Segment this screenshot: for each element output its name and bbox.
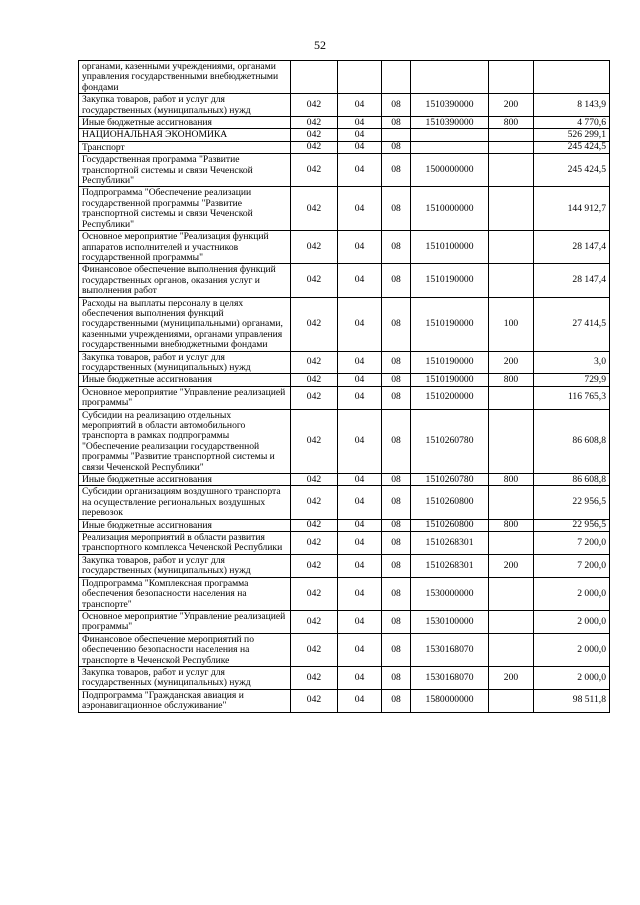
budget-table-body (79, 61, 610, 713)
row-target-article: 1510268301 (411, 554, 489, 577)
row-name: Иные бюджетные ассигнования (79, 374, 291, 386)
row-ved-code: 042 (291, 554, 338, 577)
row-name: Закупка товаров, работ и услуг для государственных (муниципальных) нужд (79, 351, 291, 374)
row-ved-code: 042 (291, 409, 338, 473)
row-ved-code: 042 (291, 577, 338, 610)
table-row (79, 94, 610, 117)
row-expense-type (489, 577, 534, 610)
row-section-code: 04 (338, 351, 382, 374)
row-target-article (411, 61, 489, 94)
row-section-code: 04 (338, 633, 382, 666)
row-name: НАЦИОНАЛЬНАЯ ЭКОНОМИКА (79, 129, 291, 141)
row-name: Расходы на выплаты персоналу в целях обеспечения выполнения функций государственными (муниципальными) органами, казенными учреждениями, органами управления государственными внебюджетными фондами (79, 297, 291, 351)
row-subsection-code: 08 (382, 666, 411, 689)
row-subsection-code: 08 (382, 386, 411, 409)
row-subsection-code: 08 (382, 474, 411, 486)
row-expense-type (489, 141, 534, 153)
row-target-article (411, 141, 489, 153)
row-ved-code: 042 (291, 154, 338, 187)
row-subsection-code: 08 (382, 94, 411, 117)
row-subsection-code: 08 (382, 633, 411, 666)
row-section-code: 04 (338, 486, 382, 519)
row-amount (534, 61, 610, 94)
row-section-code: 04 (338, 374, 382, 386)
table-row (79, 154, 610, 187)
row-ved-code: 042 (291, 351, 338, 374)
row-name: Подпрограмма "Гражданская авиация и аэронавигационное обслуживание" (79, 689, 291, 712)
row-section-code: 04 (338, 297, 382, 351)
row-amount: 526 299,1 (534, 129, 610, 141)
row-section-code: 04 (338, 141, 382, 153)
row-ved-code: 042 (291, 610, 338, 633)
row-name: Закупка товаров, работ и услуг для государственных (муниципальных) нужд (79, 666, 291, 689)
row-section-code: 04 (338, 666, 382, 689)
row-ved-code: 042 (291, 633, 338, 666)
row-section-code: 04 (338, 610, 382, 633)
row-expense-type: 800 (489, 519, 534, 531)
row-subsection-code (382, 61, 411, 94)
row-expense-type (489, 386, 534, 409)
row-target-article: 1510390000 (411, 117, 489, 129)
row-ved-code: 042 (291, 474, 338, 486)
row-expense-type: 200 (489, 666, 534, 689)
table-row (79, 297, 610, 351)
row-ved-code: 042 (291, 129, 338, 141)
row-expense-type: 200 (489, 351, 534, 374)
row-target-article: 1510268301 (411, 532, 489, 555)
row-section-code: 04 (338, 94, 382, 117)
row-target-article: 1510190000 (411, 374, 489, 386)
row-target-article: 1510260780 (411, 409, 489, 473)
row-ved-code: 042 (291, 689, 338, 712)
row-amount: 28 147,4 (534, 264, 610, 297)
row-ved-code: 042 (291, 187, 338, 231)
row-expense-type (489, 61, 534, 94)
row-section-code: 04 (338, 474, 382, 486)
row-name: Основное мероприятие "Управление реализацией программы" (79, 610, 291, 633)
row-section-code: 04 (338, 409, 382, 473)
page-number: 52 (314, 38, 326, 52)
row-expense-type: 100 (489, 297, 534, 351)
row-amount: 22 956,5 (534, 486, 610, 519)
table-row (79, 474, 610, 486)
row-name: Реализация мероприятий в области развития транспортного комплекса Чеченской Республики (79, 532, 291, 555)
row-section-code: 04 (338, 689, 382, 712)
row-amount: 3,0 (534, 351, 610, 374)
row-expense-type: 800 (489, 374, 534, 386)
row-target-article: 1510390000 (411, 94, 489, 117)
row-section-code: 04 (338, 154, 382, 187)
row-expense-type (489, 154, 534, 187)
row-expense-type (489, 409, 534, 473)
row-amount: 4 770,6 (534, 117, 610, 129)
table-row (79, 129, 610, 141)
row-name: Подпрограмма "Обеспечение реализации государственной программы "Развитие транспортной системы и связи Чеченской Республики" (79, 187, 291, 231)
row-amount: 2 000,0 (534, 633, 610, 666)
row-target-article: 1510200000 (411, 386, 489, 409)
row-amount: 27 414,5 (534, 297, 610, 351)
row-section-code: 04 (338, 386, 382, 409)
row-section-code: 04 (338, 519, 382, 531)
row-ved-code: 042 (291, 532, 338, 555)
row-section-code: 04 (338, 231, 382, 264)
row-subsection-code: 08 (382, 231, 411, 264)
row-expense-type (489, 689, 534, 712)
table-row (79, 141, 610, 153)
row-subsection-code: 08 (382, 486, 411, 519)
row-ved-code: 042 (291, 94, 338, 117)
row-target-article: 1530000000 (411, 577, 489, 610)
row-subsection-code: 08 (382, 264, 411, 297)
row-target-article: 1510100000 (411, 231, 489, 264)
table-row (79, 409, 610, 473)
row-section-code: 04 (338, 554, 382, 577)
row-ved-code: 042 (291, 264, 338, 297)
row-subsection-code: 08 (382, 519, 411, 531)
row-amount: 116 765,3 (534, 386, 610, 409)
row-name: Финансовое обеспечение мероприятий по обеспечению безопасности населения на транспорте в Чеченской Республике (79, 633, 291, 666)
row-amount: 729,9 (534, 374, 610, 386)
row-target-article: 1510190000 (411, 264, 489, 297)
table-row (79, 519, 610, 531)
row-subsection-code: 08 (382, 689, 411, 712)
row-subsection-code: 08 (382, 554, 411, 577)
row-section-code: 04 (338, 187, 382, 231)
row-subsection-code: 08 (382, 409, 411, 473)
row-name: Закупка товаров, работ и услуг для государственных (муниципальных) нужд (79, 94, 291, 117)
row-name: Подпрограмма "Комплексная программа обеспечения безопасности населения на транспорте" (79, 577, 291, 610)
row-amount: 7 200,0 (534, 554, 610, 577)
table-row (79, 61, 610, 94)
row-expense-type (489, 610, 534, 633)
row-target-article (411, 129, 489, 141)
row-name: Основное мероприятие "Управление реализацией программы" (79, 386, 291, 409)
row-amount: 86 608,8 (534, 409, 610, 473)
row-subsection-code: 08 (382, 374, 411, 386)
row-expense-type (489, 633, 534, 666)
row-ved-code: 042 (291, 141, 338, 153)
row-amount: 245 424,5 (534, 141, 610, 153)
row-name: Иные бюджетные ассигнования (79, 474, 291, 486)
row-expense-type (489, 264, 534, 297)
row-target-article: 1510190000 (411, 297, 489, 351)
row-target-article: 1510190000 (411, 351, 489, 374)
row-target-article: 1510000000 (411, 187, 489, 231)
row-target-article: 1530168070 (411, 633, 489, 666)
row-name: Финансовое обеспечение выполнения функций государственных органов, оказания услуг и выполнения работ (79, 264, 291, 297)
row-expense-type (489, 231, 534, 264)
row-target-article: 1510260800 (411, 486, 489, 519)
row-name: Субсидии на реализацию отдельных мероприятий в области автомобильного транспорта в рамках подпрограммы "Обеспечение реализации государственной программы "Развитие транспортной системы и связи Чеченской Республики" (79, 409, 291, 473)
row-amount: 2 000,0 (534, 577, 610, 610)
row-amount: 2 000,0 (534, 610, 610, 633)
row-expense-type (489, 187, 534, 231)
row-name: Субсидии организациям воздушного транспорта на осуществление региональных воздушных перевозок (79, 486, 291, 519)
row-section-code: 04 (338, 264, 382, 297)
row-ved-code: 042 (291, 486, 338, 519)
row-section-code: 04 (338, 129, 382, 141)
row-ved-code: 042 (291, 374, 338, 386)
row-subsection-code: 08 (382, 141, 411, 153)
table-row (79, 610, 610, 633)
row-amount: 8 143,9 (534, 94, 610, 117)
row-ved-code: 042 (291, 519, 338, 531)
row-expense-type: 800 (489, 117, 534, 129)
row-name: Иные бюджетные ассигнования (79, 117, 291, 129)
row-subsection-code: 08 (382, 117, 411, 129)
row-target-article: 1580000000 (411, 689, 489, 712)
table-row (79, 666, 610, 689)
budget-table (78, 60, 610, 713)
row-section-code: 04 (338, 117, 382, 129)
row-section-code: 04 (338, 532, 382, 555)
row-amount: 2 000,0 (534, 666, 610, 689)
row-subsection-code: 08 (382, 577, 411, 610)
row-amount: 7 200,0 (534, 532, 610, 555)
row-expense-type: 800 (489, 474, 534, 486)
row-expense-type (489, 129, 534, 141)
table-row (79, 486, 610, 519)
row-expense-type: 200 (489, 94, 534, 117)
row-subsection-code: 08 (382, 532, 411, 555)
row-name: Закупка товаров, работ и услуг для государственных (муниципальных) нужд (79, 554, 291, 577)
row-target-article: 1530168070 (411, 666, 489, 689)
row-section-code (338, 61, 382, 94)
row-name: Транспорт (79, 141, 291, 153)
row-target-article: 1510260800 (411, 519, 489, 531)
table-row (79, 386, 610, 409)
row-subsection-code: 08 (382, 610, 411, 633)
row-amount: 28 147,4 (534, 231, 610, 264)
row-amount: 144 912,7 (534, 187, 610, 231)
row-subsection-code: 08 (382, 187, 411, 231)
row-name: Иные бюджетные ассигнования (79, 519, 291, 531)
row-section-code: 04 (338, 577, 382, 610)
row-name: органами, казенными учреждениями, органами управления государственными внебюджетными фондами (79, 61, 291, 94)
row-subsection-code: 08 (382, 351, 411, 374)
row-amount: 245 424,5 (534, 154, 610, 187)
row-expense-type (489, 486, 534, 519)
table-row (79, 351, 610, 374)
table-row (79, 231, 610, 264)
row-ved-code: 042 (291, 231, 338, 264)
table-row (79, 633, 610, 666)
row-subsection-code (382, 129, 411, 141)
row-target-article: 1500000000 (411, 154, 489, 187)
row-expense-type: 200 (489, 554, 534, 577)
row-ved-code: 042 (291, 117, 338, 129)
row-ved-code: 042 (291, 666, 338, 689)
table-row (79, 577, 610, 610)
row-subsection-code: 08 (382, 297, 411, 351)
row-amount: 86 608,8 (534, 474, 610, 486)
table-row (79, 689, 610, 712)
table-row (79, 532, 610, 555)
row-expense-type (489, 532, 534, 555)
table-row (79, 264, 610, 297)
row-target-article: 1530100000 (411, 610, 489, 633)
row-name: Государственная программа "Развитие транспортной системы и связи Чеченской Республики" (79, 154, 291, 187)
table-row (79, 117, 610, 129)
table-row (79, 374, 610, 386)
table-row (79, 187, 610, 231)
row-amount: 22 956,5 (534, 519, 610, 531)
table-row (79, 554, 610, 577)
row-amount: 98 511,8 (534, 689, 610, 712)
row-target-article: 1510260780 (411, 474, 489, 486)
row-ved-code (291, 61, 338, 94)
row-ved-code: 042 (291, 297, 338, 351)
row-ved-code: 042 (291, 386, 338, 409)
row-subsection-code: 08 (382, 154, 411, 187)
row-name: Основное мероприятие "Реализация функций аппаратов исполнителей и участников государственной программы" (79, 231, 291, 264)
